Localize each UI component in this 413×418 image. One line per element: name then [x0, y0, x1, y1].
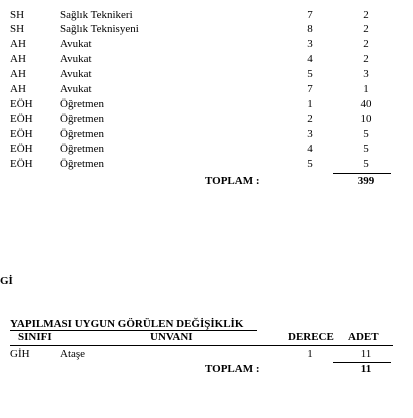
- title-cell: Ataşe: [60, 348, 86, 360]
- title-cell: Avukat: [60, 38, 92, 50]
- class-cell: EÖH: [10, 98, 33, 110]
- total-label: TOPLAM :: [205, 175, 260, 187]
- class-cell: AH: [10, 68, 26, 80]
- table-title: YAPILMASI UYGUN GÖRÜLEN DEĞİŞİKLİK: [10, 318, 244, 330]
- title-cell: Öğretmen: [60, 158, 104, 170]
- total-row: [0, 174, 413, 188]
- class-cell: EÖH: [10, 128, 33, 140]
- count-cell: 3: [363, 68, 369, 80]
- grade-cell: 2: [307, 113, 313, 125]
- table-header: [0, 330, 413, 344]
- class-cell: EÖH: [10, 158, 33, 170]
- class-cell: EÖH: [10, 143, 33, 155]
- count-cell: 5: [363, 128, 369, 140]
- count-cell: 11: [360, 348, 372, 360]
- count-cell: 40: [360, 98, 372, 110]
- grade-cell: 3: [307, 38, 313, 50]
- table-row: [0, 52, 413, 66]
- grade-cell: 4: [307, 53, 313, 65]
- grade-cell: 5: [307, 68, 313, 80]
- title-cell: Avukat: [60, 68, 92, 80]
- grade-cell: 5: [307, 158, 313, 170]
- header-count: ADET: [348, 331, 379, 343]
- count-cell: 2: [363, 9, 369, 21]
- table-row: [0, 97, 413, 111]
- title-cell: Avukat: [60, 83, 92, 95]
- header-class: SINIFI: [18, 331, 52, 343]
- title-cell: Öğretmen: [60, 128, 104, 140]
- table-row: [0, 22, 413, 36]
- title-cell: Öğretmen: [60, 98, 104, 110]
- table-row: [0, 112, 413, 126]
- header-grade: DERECE: [288, 331, 334, 343]
- header-rule: [10, 345, 393, 346]
- count-cell: 2: [363, 38, 369, 50]
- count-cell: 5: [363, 143, 369, 155]
- table-row: [0, 142, 413, 156]
- count-cell: 10: [360, 113, 372, 125]
- title-cell: Sağlık Teknisyeni: [60, 23, 139, 35]
- table-row: [0, 37, 413, 51]
- grade-cell: 1: [307, 98, 313, 110]
- section-heading: Gİ: [0, 275, 13, 287]
- count-cell: 5: [363, 158, 369, 170]
- grade-cell: 1: [307, 348, 313, 360]
- table-row: [0, 8, 413, 22]
- count-cell: 1: [363, 83, 369, 95]
- class-cell: SH: [10, 9, 25, 21]
- table-row: [0, 82, 413, 96]
- class-cell: GİH: [10, 348, 30, 360]
- total-value: 11: [360, 363, 372, 375]
- grade-cell: 7: [307, 9, 313, 21]
- header-title: UNVANI: [150, 331, 193, 343]
- table-row: [0, 127, 413, 141]
- total-value: 399: [357, 175, 375, 187]
- count-cell: 2: [363, 23, 369, 35]
- grade-cell: 4: [307, 143, 313, 155]
- grade-cell: 7: [307, 83, 313, 95]
- total-label: TOPLAM :: [205, 363, 260, 375]
- class-cell: EÖH: [10, 113, 33, 125]
- table-row: [0, 347, 413, 361]
- class-cell: AH: [10, 53, 26, 65]
- title-cell: Avukat: [60, 53, 92, 65]
- grade-cell: 8: [307, 23, 313, 35]
- title-cell: Öğretmen: [60, 113, 104, 125]
- table-row: [0, 157, 413, 171]
- title-cell: Öğretmen: [60, 143, 104, 155]
- total-row: [0, 362, 413, 376]
- class-cell: AH: [10, 83, 26, 95]
- class-cell: AH: [10, 38, 26, 50]
- class-cell: SH: [10, 23, 25, 35]
- title-cell: Sağlık Teknikeri: [60, 9, 133, 21]
- table-row: [0, 67, 413, 81]
- count-cell: 2: [363, 53, 369, 65]
- grade-cell: 3: [307, 128, 313, 140]
